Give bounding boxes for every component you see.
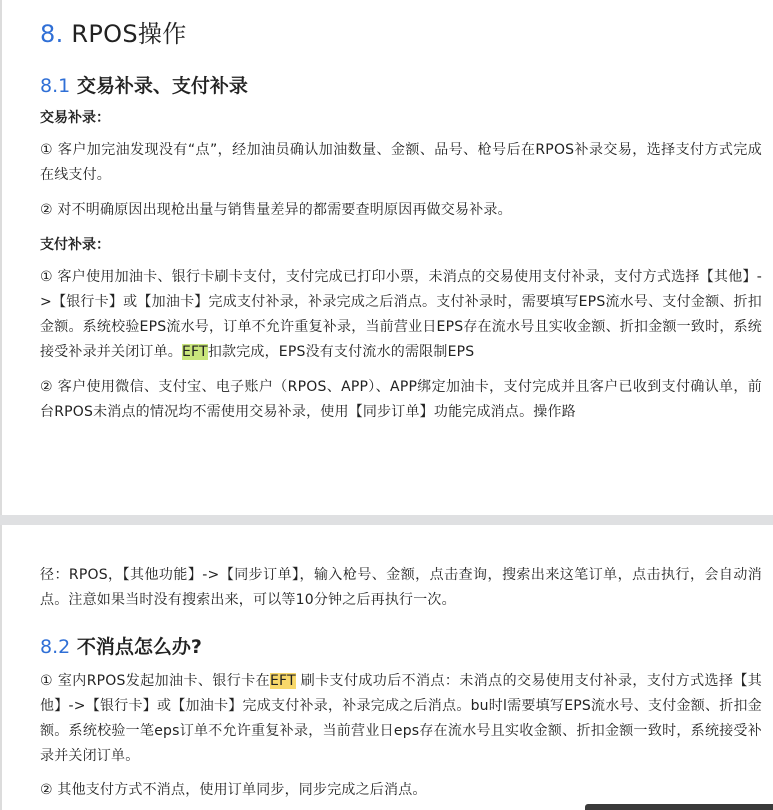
page-gap bbox=[0, 515, 773, 525]
overlay-toolbar[interactable] bbox=[585, 804, 773, 810]
heading-text: RPOS操作 bbox=[63, 20, 187, 48]
paragraph-6-text-b: 刷卡支付成功后不消点：未消点的交易使用支付补录，支付方式选择【其他】->【银行卡】或【加油卡】完成支付补录，补录完成之后消点。bu时l需要填写EPS流水号、支付金额、折扣金额。系统校验一笔eps订单不允许重复补录，当前营业日eps存在流水号且实收金额、折扣金额一致时，系统接受补录并关闭订单。 bbox=[40, 673, 762, 764]
paragraph-3-text-b: 扣款完成，EPS没有支付流水的需限制EPS bbox=[207, 344, 475, 360]
paragraph-7: ② 其他支付方式不消点，使用订单同步，同步完成之后消点。 bbox=[40, 782, 427, 798]
heading-number: 8.2 bbox=[40, 636, 71, 658]
subheading-payment-supplement: 支付补录： bbox=[40, 237, 110, 253]
section-heading-8-1 bbox=[40, 72, 762, 100]
paragraph-3-text-a: ① 客户使用加油卡、银行卡刷卡支付，支付完成已打印小票，未消点的交易使用支付补录，支付方式选择【其他】->【银行卡】或【加油卡】完成支付补录，补录完成之后消点。支付补录时，需要填写EPS流水号、支付金额、折扣金额。系统校验EPS流水号，订单不允许重复补录，当前营业日EPS存在流水号且实收金额、折扣金额一致时，系统接受补录并关闭订单。 bbox=[40, 269, 762, 360]
paragraph-2: ② 对不明确原因出现枪出量与销售量差异的都需要查明原因再做交易补录。 bbox=[40, 202, 512, 218]
page-2-content bbox=[40, 563, 762, 803]
paragraph-4: ② 客户使用微信、支付宝、电子账户（RPOS、APP）、APP绑定加油卡，支付完成并且客户已收到支付确认单，前台RPOS未消点的情况均不需使用交易补录，使用【同步订单】功能完成消点。操作路 bbox=[40, 379, 762, 420]
paragraph-1: ① 客户加完油发现没有“点”，经加油员确认加油数量、金额、品号、枪号后在RPOS补录交易，选择支付方式完成在线支付。 bbox=[40, 142, 762, 183]
section-heading-8 bbox=[40, 18, 762, 50]
paragraph-6-text-a: ① 室内RPOS发起加油卡、银行卡在 bbox=[40, 673, 271, 689]
highlighted-eft: EFT bbox=[270, 673, 296, 689]
paragraph-6 bbox=[40, 669, 762, 769]
heading-text: 交易补录、支付补录 bbox=[70, 75, 248, 97]
heading-number: 8. bbox=[40, 20, 64, 48]
paragraph-3 bbox=[40, 265, 762, 365]
highlighted-eft: EFT bbox=[182, 344, 208, 360]
heading-number: 8.1 bbox=[40, 75, 71, 97]
page-1-content bbox=[40, 18, 762, 425]
subheading-transaction-supplement: 交易补录： bbox=[40, 110, 110, 126]
heading-text: 不消点怎么办? bbox=[70, 636, 202, 658]
paragraph-5: 径：RPOS，【其他功能】->【同步订单】，输入枪号、金额，点击查询，搜索出来这笔订单，点击执行，会自动消点。注意如果当时没有搜索出来，可以等10分钟之后再执行一次。 bbox=[40, 567, 762, 608]
section-heading-8-2 bbox=[40, 633, 762, 661]
document-page-2 bbox=[0, 525, 773, 810]
